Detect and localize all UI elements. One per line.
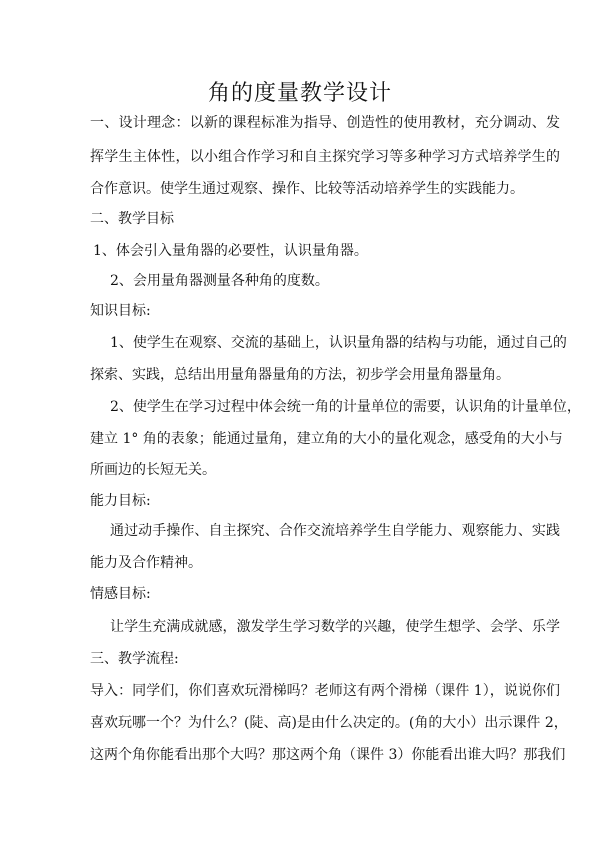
text-line: 探索、实践，总结出用量角器量角的方法，初步学会用量角器量角。 xyxy=(90,367,510,383)
text-line: 一、设计理念：以新的课程标准为指导、创造性的使用教材，充分调动、发 xyxy=(90,115,560,131)
subsection-heading: 知识目标: xyxy=(90,303,151,319)
text-line: 挥学生主体性，以小组合作学习和自主探究学习等多种学习方式培养学生的 xyxy=(90,149,560,165)
text-line: 导入：同学们，你们喜欢玩滑梯吗？老师这有两个滑梯（课件 1），说说你们 xyxy=(90,683,560,699)
text-line: 合作意识。使学生通过观察、操作、比较等活动培养学生的实践能力。 xyxy=(90,181,524,197)
text-line: 2、使学生在学习过程中体会统一角的计量单位的需要，认识角的计量单位， xyxy=(110,399,581,415)
subsection-heading: 能力目标: xyxy=(90,493,151,509)
text-line: 1、体会引入量角器的必要性，认识量角器。 xyxy=(93,243,368,259)
text-line: 2、会用量角器测量各种角的度数。 xyxy=(110,273,329,289)
text-line: 能力及合作精神。 xyxy=(90,555,202,571)
text-line: 喜欢玩哪一个？为什么？(陡、高)是由什么决定的。(角的大小）出示课件 2， xyxy=(90,715,568,731)
text-line: 1、使学生在观察、交流的基础上，认识量角器的结构与功能，通过自己的 xyxy=(110,335,567,351)
section-heading: 二、教学目标 xyxy=(90,211,174,227)
document-title: 角的度量教学设计 xyxy=(207,81,392,106)
text-line: 所画边的长短无关。 xyxy=(90,462,216,478)
subsection-heading: 情感目标: xyxy=(90,586,151,602)
text-line: 让学生充满成就感，激发学生学习数学的兴趣，使学生想学、会学、乐学 xyxy=(110,619,560,635)
text-line: 建立 1° 角的表象；能通过量角，建立角的大小的量化观念，感受角的大小与 xyxy=(90,431,563,447)
section-heading: 三、教学流程: xyxy=(90,651,179,667)
text-line: 通过动手操作、自主探究、合作交流培养学生自学能力、观察能力、实践 xyxy=(110,523,560,539)
text-line: 这两个角你能看出那个大吗？那这两个角（课件 3）你能看出谁大吗？那我们 xyxy=(90,747,566,763)
